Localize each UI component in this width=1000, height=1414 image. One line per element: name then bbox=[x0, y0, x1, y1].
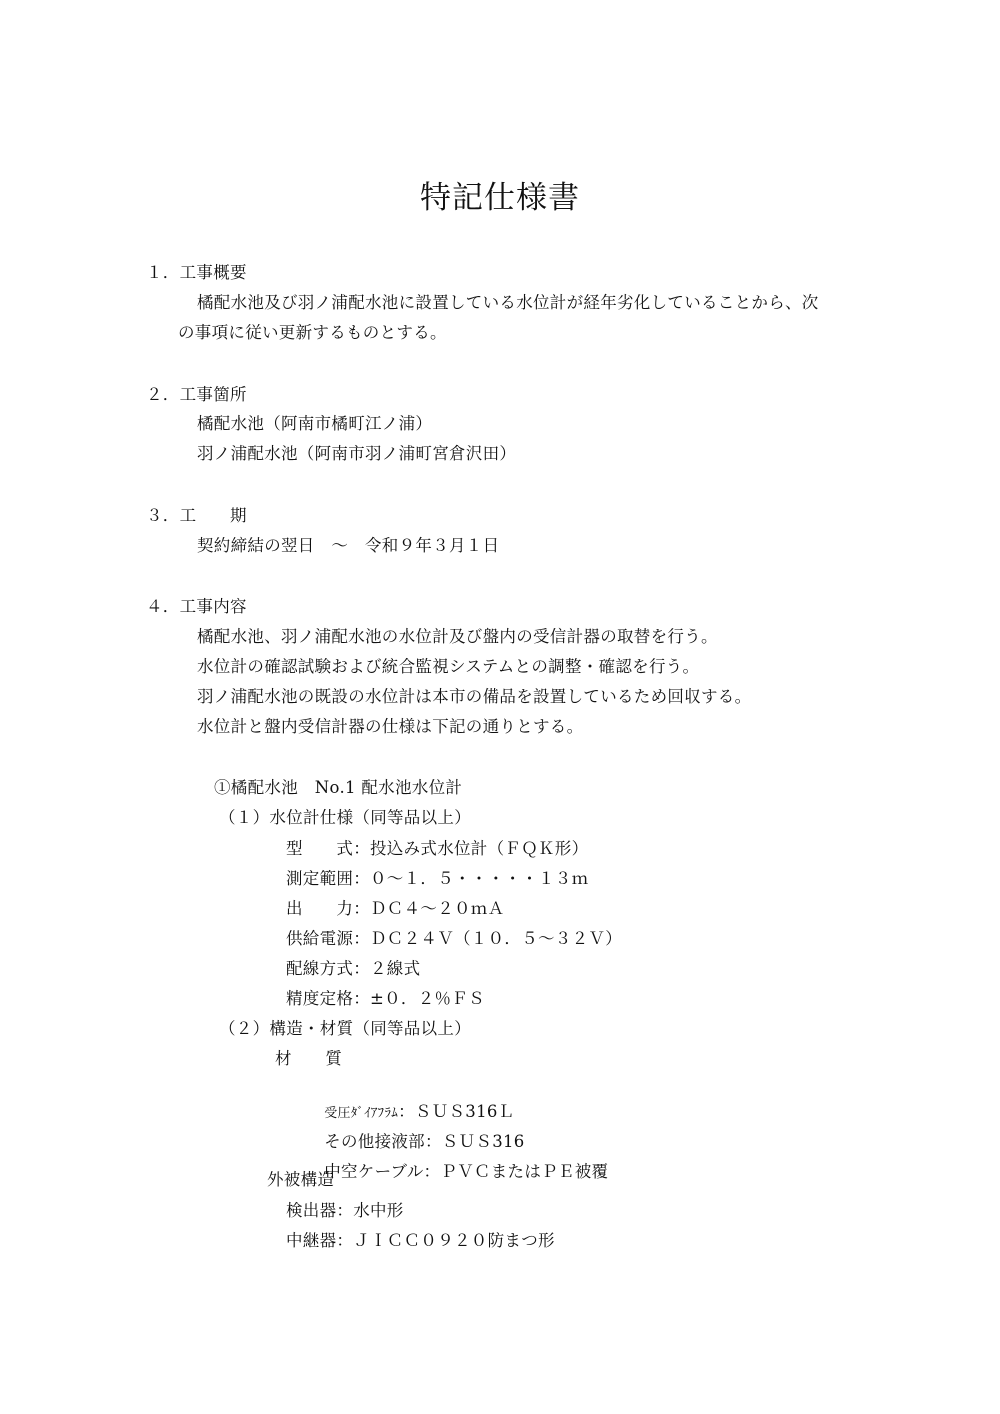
spec-line: 供給電源：ＤＣ２４Ｖ（１０．５～３２Ｖ） bbox=[286, 929, 622, 948]
item-1-title: ①橘配水池 No.1 配水池水位計 bbox=[214, 778, 463, 797]
section-4-text-line-3: 羽ノ浦配水池の既設の水位計は本市の備品を設置しているため回収する。 bbox=[197, 687, 752, 706]
section-4-heading: ４．工事内容 bbox=[146, 597, 247, 616]
spec-heading: （１）水位計仕様（同等品以上） bbox=[219, 808, 471, 827]
document-title: 特記仕様書 bbox=[420, 180, 580, 216]
material-label: 受圧ﾀﾞｲｱﾌﾗﾑ bbox=[324, 1106, 399, 1121]
spec-line: 型 式：投込み式水位計（ＦＱＫ形） bbox=[286, 839, 589, 858]
material-line bbox=[302, 1139, 608, 1205]
section-1-heading: １．工事概要 bbox=[146, 263, 247, 282]
section-3-heading: ３．工 期 bbox=[146, 506, 247, 525]
outer-structure-heading: 外被構造 bbox=[267, 1170, 335, 1189]
section-3-period: 契約締結の翌日 ～ 令和９年３月１日 bbox=[197, 536, 500, 555]
structure-heading: （２）構造・材質（同等品以上） bbox=[219, 1019, 471, 1038]
material-label: その他接液部 bbox=[324, 1132, 425, 1151]
material-value: ：ＳＵＳ316 bbox=[425, 1132, 525, 1151]
spec-line: 出 力：ＤＣ４～２０ｍＡ bbox=[286, 899, 505, 918]
spec-line: 配線方式：２線式 bbox=[286, 959, 421, 978]
material-label: 中空ケーブル bbox=[324, 1162, 424, 1181]
outer-structure-line: 検出器：水中形 bbox=[286, 1201, 404, 1220]
spec-line: 測定範囲：０～１．５・・・・・１３ｍ bbox=[286, 869, 589, 888]
section-4-text-line-4: 水位計と盤内受信計器の仕様は下記の通りとする。 bbox=[197, 717, 584, 736]
material-value: ：ＰＶＣまたはＰＥ被覆 bbox=[423, 1162, 609, 1181]
section-4-text-line-2: 水位計の確認試験および統合監視システムとの調整・確認を行う。 bbox=[197, 657, 700, 676]
section-4-text-line-1: 橘配水池、羽ノ浦配水池の水位計及び盤内の受信計器の取替を行う。 bbox=[197, 627, 718, 646]
section-1-text-line-2: の事項に従い更新するものとする。 bbox=[178, 323, 447, 342]
section-1-text-line-1: 橘配水池及び羽ノ浦配水池に設置している水位計が経年劣化していることから、次 bbox=[197, 293, 819, 312]
spec-line: 精度定格：±０．２％ＦＳ bbox=[286, 989, 485, 1008]
section-2-location-1: 橘配水池（阿南市橘町江ノ浦） bbox=[197, 414, 433, 433]
section-2-heading: ２．工事箇所 bbox=[146, 385, 247, 404]
material-heading: 材 質 bbox=[275, 1049, 343, 1068]
section-2-location-2: 羽ノ浦配水池（阿南市羽ノ浦町宮倉沢田） bbox=[197, 444, 517, 463]
material-value: ：ＳＵＳ316Ｌ bbox=[398, 1102, 515, 1121]
outer-structure-line: 中継器：ＪＩＣＣ０９２０防まつ形 bbox=[286, 1231, 555, 1250]
